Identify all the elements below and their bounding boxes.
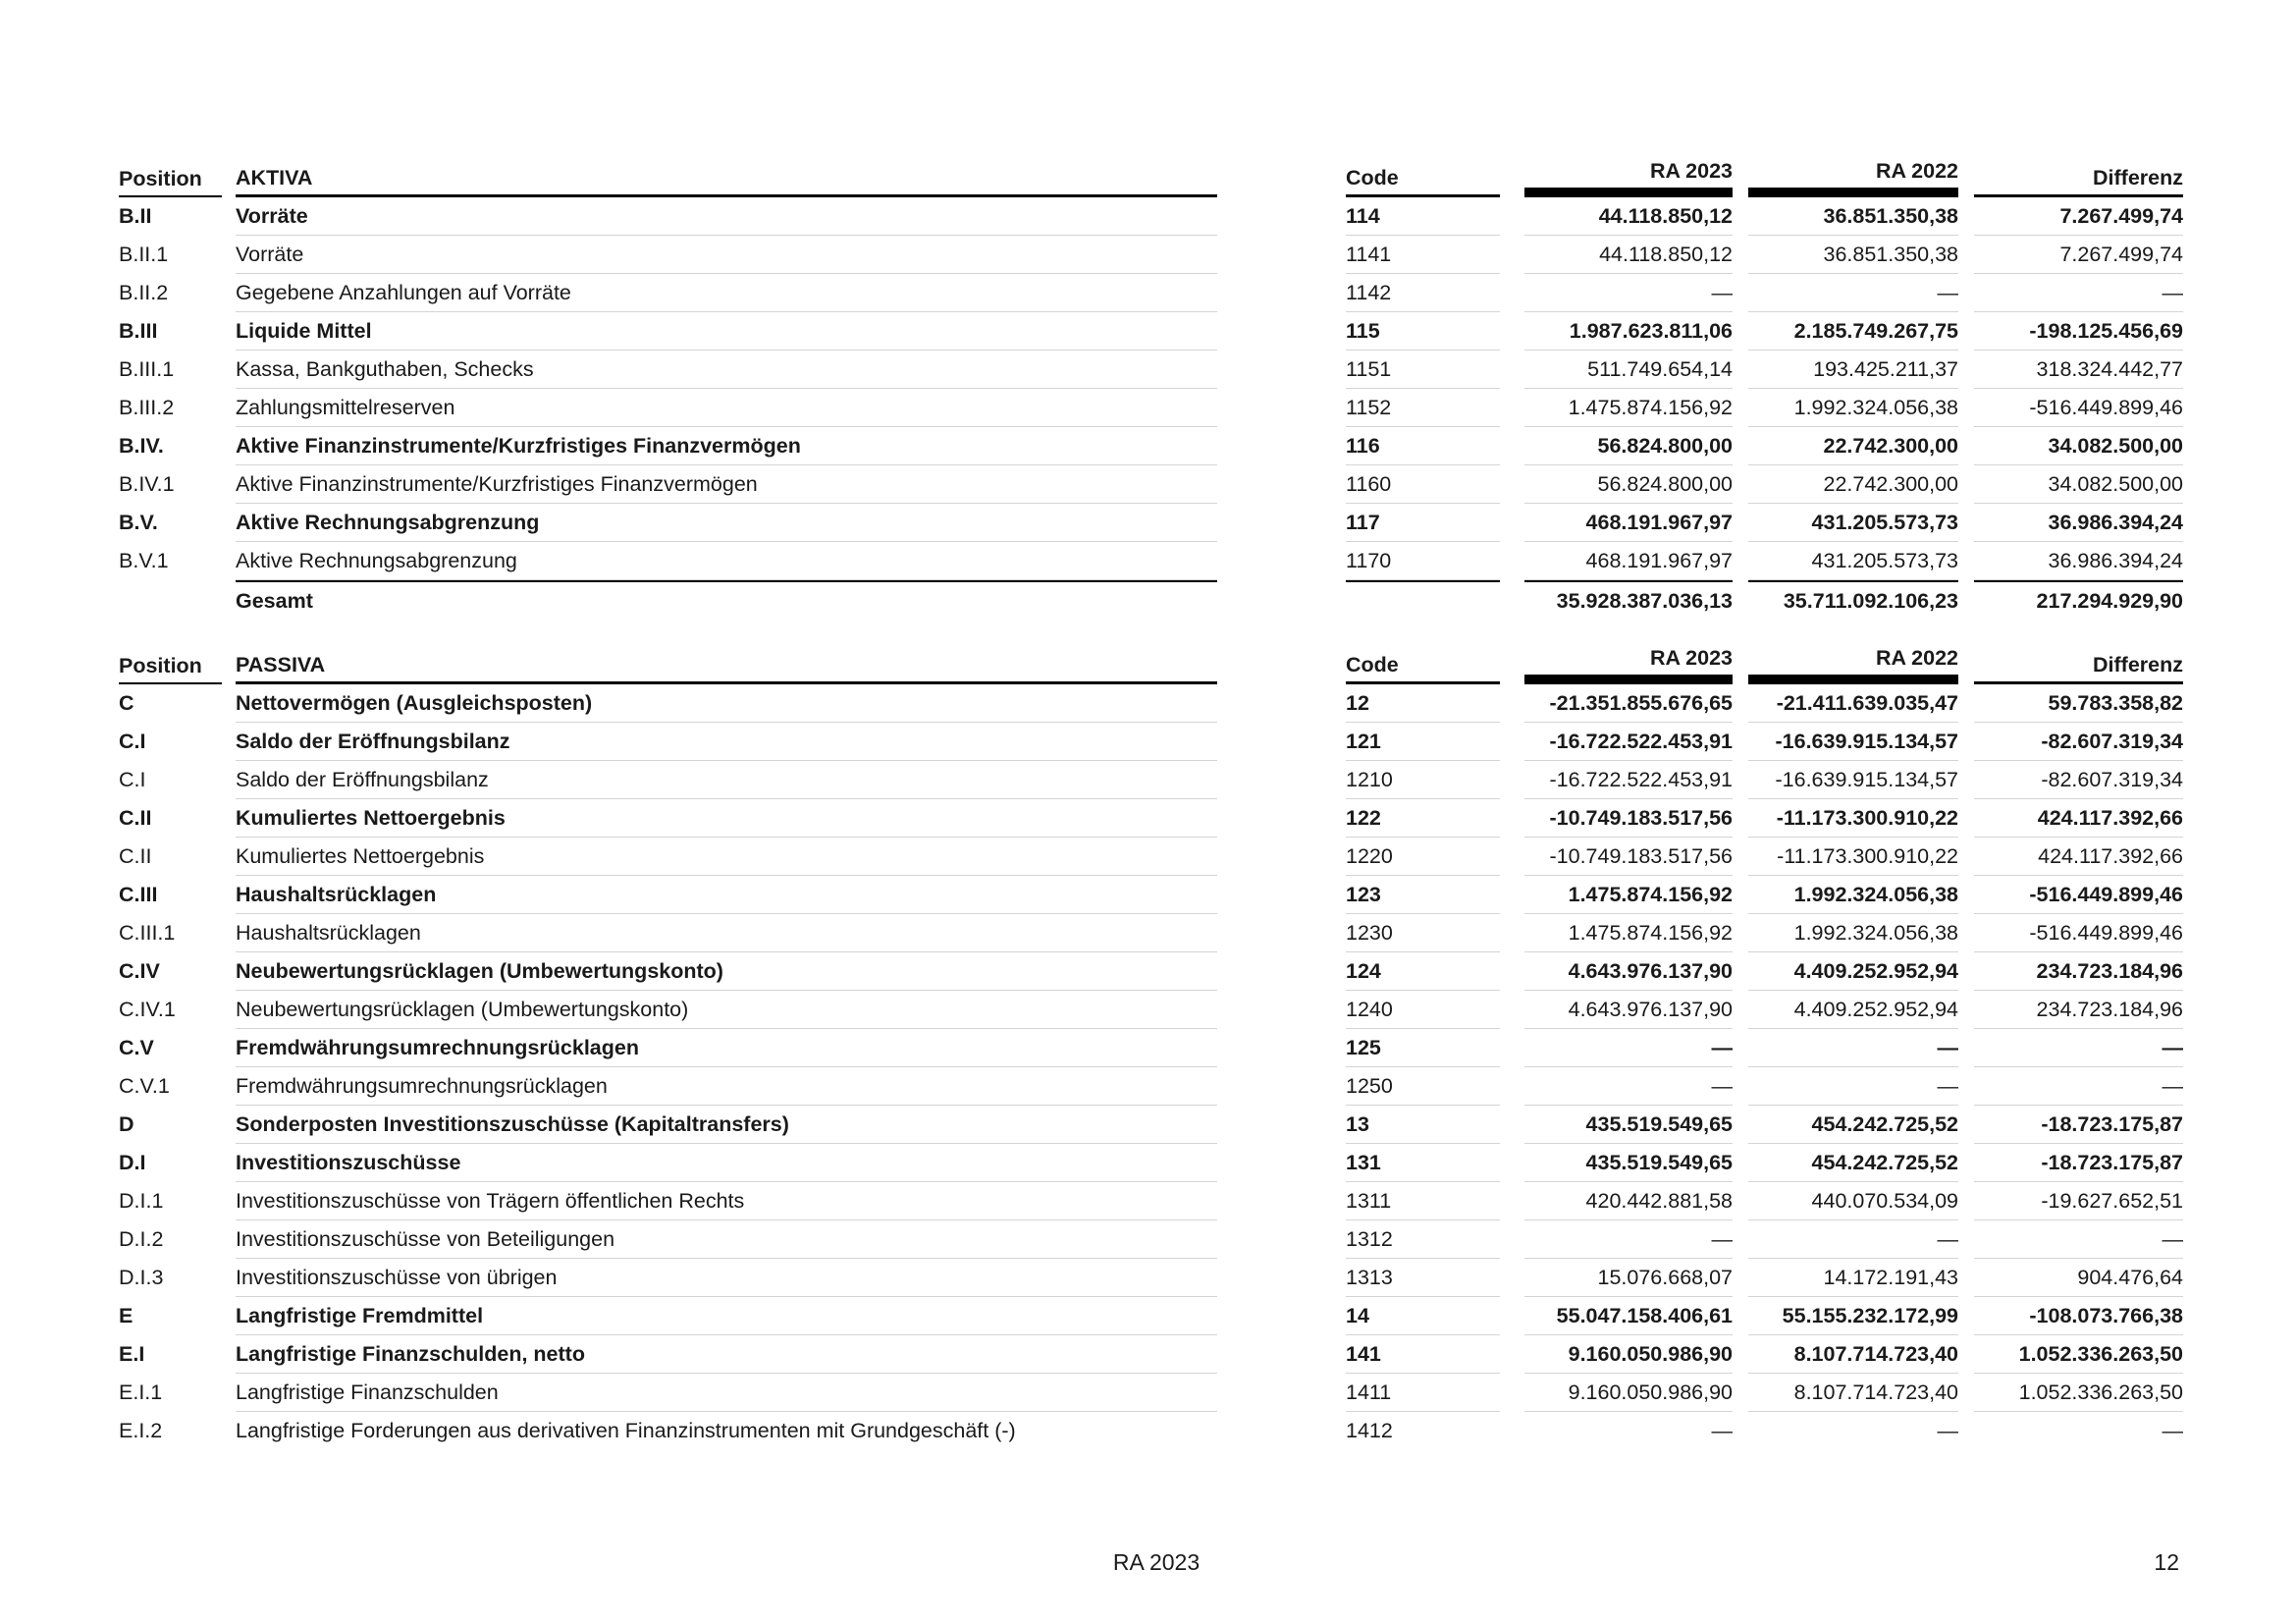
row-label: Liquide Mittel	[236, 312, 1217, 351]
row-differenz: —	[1974, 1067, 2183, 1106]
row-differenz: -82.607.319,34	[1974, 723, 2183, 761]
row-label: Nettovermögen (Ausgleichsposten)	[236, 684, 1217, 723]
row-position: C.IV	[119, 959, 160, 983]
row-code: 1250	[1346, 1067, 1500, 1106]
row-ra2022: —	[1748, 1220, 1958, 1259]
total-differenz: 217.294.929,90	[1974, 580, 2183, 620]
row-differenz: 34.082.500,00	[1974, 465, 2183, 504]
row-ra2023: -10.749.183.517,56	[1524, 838, 1733, 876]
total-ra2022: 35.711.092.106,23	[1748, 580, 1958, 620]
row-ra2023: 420.442.881,58	[1524, 1182, 1733, 1220]
row-ra2022: 36.851.350,38	[1748, 236, 1958, 274]
row-code: 1210	[1346, 761, 1500, 799]
row-differenz: -18.723.175,87	[1974, 1144, 2183, 1182]
row-code: 125	[1346, 1029, 1500, 1067]
row-code: 1411	[1346, 1374, 1500, 1412]
row-ra2022: 454.242.725,52	[1748, 1106, 1958, 1144]
row-code: 1141	[1346, 236, 1500, 274]
row-position: C.I	[119, 730, 146, 753]
row-label: Kassa, Bankguthaben, Schecks	[236, 351, 1217, 389]
header-position: Position	[119, 165, 222, 197]
row-label: Neubewertungsrücklagen (Umbewertungskonto)	[236, 952, 1217, 991]
row-label: Langfristige Finanzschulden, netto	[236, 1335, 1217, 1374]
row-position: B.III.2	[119, 396, 175, 419]
row-ra2023: —	[1524, 1220, 1733, 1259]
row-ra2022: 55.155.232.172,99	[1748, 1297, 1958, 1335]
row-differenz: -516.449.899,46	[1974, 389, 2183, 427]
row-label: Langfristige Forderungen aus derivativen Finanzinstrumenten mit Grundgeschäft (-)	[236, 1419, 1016, 1442]
row-position: C	[119, 691, 134, 715]
row-label: Haushaltsrücklagen	[236, 914, 1217, 952]
header-ra2023: RA 2023	[1524, 165, 1733, 197]
row-position: B.III.1	[119, 357, 175, 381]
row-differenz: -516.449.899,46	[1974, 876, 2183, 914]
row-differenz: 318.324.442,77	[1974, 351, 2183, 389]
row-ra2023: 435.519.549,65	[1524, 1144, 1733, 1182]
row-code: 1160	[1346, 465, 1500, 504]
row-label: Zahlungsmittelreserven	[236, 389, 1217, 427]
row-ra2023: -16.722.522.453,91	[1524, 761, 1733, 799]
row-differenz: 1.052.336.263,50	[1974, 1335, 2183, 1374]
row-label: Investitionszuschüsse von übrigen	[236, 1259, 1217, 1297]
row-code: 121	[1346, 723, 1500, 761]
row-differenz: -198.125.456,69	[1974, 312, 2183, 351]
row-ra2022: -16.639.915.134,57	[1748, 761, 1958, 799]
row-ra2022: 22.742.300,00	[1748, 465, 1958, 504]
row-position: C.V	[119, 1036, 154, 1059]
row-position: E.I.1	[119, 1380, 163, 1404]
row-position: E.I	[119, 1342, 145, 1366]
row-position: D.I	[119, 1151, 146, 1174]
row-code: 1152	[1346, 389, 1500, 427]
row-differenz: 7.267.499,74	[1974, 197, 2183, 236]
row-position: B.IV.1	[119, 472, 175, 496]
row-label: Langfristige Fremdmittel	[236, 1297, 1217, 1335]
row-label: Investitionszuschüsse von Trägern öffentlichen Rechts	[236, 1182, 1217, 1220]
row-differenz: —	[1974, 1029, 2183, 1067]
row-code: 1313	[1346, 1259, 1500, 1297]
row-label: Saldo der Eröffnungsbilanz	[236, 723, 1217, 761]
row-code: 123	[1346, 876, 1500, 914]
row-differenz: 234.723.184,96	[1974, 952, 2183, 991]
row-position: C.I	[119, 768, 146, 791]
row-label: Sonderposten Investitionszuschüsse (Kapitaltransfers)	[236, 1106, 1217, 1144]
header-aktiva: AKTIVA	[236, 165, 1217, 197]
row-label: Investitionszuschüsse von Beteiligungen	[236, 1220, 1217, 1259]
row-differenz: 424.117.392,66	[1974, 838, 2183, 876]
row-code: 131	[1346, 1144, 1500, 1182]
row-position: D.I.1	[119, 1189, 164, 1213]
row-differenz: -82.607.319,34	[1974, 761, 2183, 799]
row-label: Fremdwährungsumrechnungsrücklagen	[236, 1067, 1217, 1106]
row-position: B.V.1	[119, 549, 169, 572]
row-label: Fremdwährungsumrechnungsrücklagen	[236, 1029, 1217, 1067]
row-code: 12	[1346, 684, 1500, 723]
row-code: 122	[1346, 799, 1500, 838]
header-code: Code	[1346, 652, 1500, 684]
header-differenz: Differenz	[1974, 165, 2183, 197]
row-position: D.I.2	[119, 1227, 164, 1251]
row-ra2022: 1.992.324.056,38	[1748, 914, 1958, 952]
row-ra2022: -11.173.300.910,22	[1748, 838, 1958, 876]
row-code: 124	[1346, 952, 1500, 991]
row-ra2022: -16.639.915.134,57	[1748, 723, 1958, 761]
row-ra2022: 4.409.252.952,94	[1748, 952, 1958, 991]
row-ra2023: 9.160.050.986,90	[1524, 1335, 1733, 1374]
row-differenz: -516.449.899,46	[1974, 914, 2183, 952]
row-position: D.I.3	[119, 1266, 164, 1289]
row-label: Langfristige Finanzschulden	[236, 1374, 1217, 1412]
row-ra2022: —	[1937, 1419, 1958, 1442]
row-ra2023: 15.076.668,07	[1524, 1259, 1733, 1297]
row-differenz: 34.082.500,00	[1974, 427, 2183, 465]
row-ra2023: —	[1711, 1419, 1733, 1442]
row-differenz: 1.052.336.263,50	[1974, 1374, 2183, 1412]
total-position	[119, 580, 222, 620]
row-code: 1142	[1346, 274, 1500, 312]
row-ra2022: 2.185.749.267,75	[1748, 312, 1958, 351]
row-code: 1170	[1346, 542, 1500, 580]
row-code: 1412	[1346, 1419, 1393, 1442]
row-ra2022: —	[1748, 274, 1958, 312]
row-ra2023: 56.824.800,00	[1524, 465, 1733, 504]
row-differenz: 234.723.184,96	[1974, 991, 2183, 1029]
row-position: D	[119, 1112, 134, 1136]
row-position: B.IV.	[119, 434, 164, 458]
row-position: B.II.1	[119, 243, 169, 266]
page-number: 12	[2154, 1549, 2179, 1575]
row-label: Aktive Finanzinstrumente/Kurzfristiges Finanzvermögen	[236, 427, 1217, 465]
row-label: Aktive Rechnungsabgrenzung	[236, 504, 1217, 542]
row-code: 114	[1346, 197, 1500, 236]
row-code: 1312	[1346, 1220, 1500, 1259]
row-ra2023: 435.519.549,65	[1524, 1106, 1733, 1144]
row-code: 13	[1346, 1106, 1500, 1144]
row-label: Vorräte	[236, 197, 1217, 236]
row-differenz: 36.986.394,24	[1974, 504, 2183, 542]
row-ra2023: 1.475.874.156,92	[1524, 914, 1733, 952]
header-passiva: PASSIVA	[236, 652, 1217, 684]
row-differenz: 424.117.392,66	[1974, 799, 2183, 838]
row-differenz: —	[1974, 1220, 2183, 1259]
row-ra2023: 511.749.654,14	[1524, 351, 1733, 389]
total-label: Gesamt	[236, 580, 1217, 620]
total-ra2023: 35.928.387.036,13	[1524, 580, 1733, 620]
row-differenz: —	[2162, 1419, 2183, 1442]
row-ra2022: 36.851.350,38	[1748, 197, 1958, 236]
header-ra2023: RA 2023	[1524, 652, 1733, 684]
row-code: 1220	[1346, 838, 1500, 876]
row-code: 1240	[1346, 991, 1500, 1029]
row-differenz: 7.267.499,74	[1974, 236, 2183, 274]
row-differenz: —	[1974, 274, 2183, 312]
row-label: Neubewertungsrücklagen (Umbewertungskonto)	[236, 991, 1217, 1029]
row-differenz: -18.723.175,87	[1974, 1106, 2183, 1144]
row-ra2023: —	[1524, 1029, 1733, 1067]
row-differenz: 36.986.394,24	[1974, 542, 2183, 580]
row-position: C.IV.1	[119, 998, 176, 1021]
row-ra2022: 1.992.324.056,38	[1748, 389, 1958, 427]
row-ra2023: —	[1524, 1067, 1733, 1106]
row-position: B.II	[119, 204, 152, 228]
row-ra2022: 1.992.324.056,38	[1748, 876, 1958, 914]
row-ra2022: 431.205.573,73	[1748, 504, 1958, 542]
row-label: Vorräte	[236, 236, 1217, 274]
row-ra2023: —	[1524, 274, 1733, 312]
row-ra2023: 1.475.874.156,92	[1524, 389, 1733, 427]
row-code: 141	[1346, 1335, 1500, 1374]
row-ra2023: 44.118.850,12	[1524, 236, 1733, 274]
row-label: Kumuliertes Nettoergebnis	[236, 838, 1217, 876]
row-ra2022: —	[1748, 1029, 1958, 1067]
row-position: E	[119, 1304, 133, 1327]
row-ra2023: 4.643.976.137,90	[1524, 952, 1733, 991]
row-differenz: 904.476,64	[1974, 1259, 2183, 1297]
row-position: C.II	[119, 844, 152, 868]
row-label: Aktive Finanzinstrumente/Kurzfristiges Finanzvermögen	[236, 465, 1217, 504]
row-ra2022: 431.205.573,73	[1748, 542, 1958, 580]
row-ra2023: 4.643.976.137,90	[1524, 991, 1733, 1029]
total-code	[1346, 580, 1500, 620]
row-ra2022: 454.242.725,52	[1748, 1144, 1958, 1182]
row-ra2022: 440.070.534,09	[1748, 1182, 1958, 1220]
row-label: Gegebene Anzahlungen auf Vorräte	[236, 274, 1217, 312]
row-ra2022: 193.425.211,37	[1748, 351, 1958, 389]
header-position: Position	[119, 652, 222, 684]
header-ra2022: RA 2022	[1748, 165, 1958, 197]
row-ra2023: 44.118.850,12	[1524, 197, 1733, 236]
row-ra2023: -10.749.183.517,56	[1524, 799, 1733, 838]
row-ra2022: 4.409.252.952,94	[1748, 991, 1958, 1029]
row-code: 117	[1346, 504, 1500, 542]
row-ra2023: 1.987.623.811,06	[1524, 312, 1733, 351]
row-ra2023: -21.351.855.676,65	[1524, 684, 1733, 723]
row-position: B.III	[119, 319, 158, 343]
row-ra2023: 1.475.874.156,92	[1524, 876, 1733, 914]
row-position: E.I.2	[119, 1419, 163, 1442]
row-label: Haushaltsrücklagen	[236, 876, 1217, 914]
row-ra2023: 468.191.967,97	[1524, 542, 1733, 580]
row-differenz: 59.783.358,82	[1974, 684, 2183, 723]
row-code: 116	[1346, 427, 1500, 465]
row-code: 1151	[1346, 351, 1500, 389]
row-label: Kumuliertes Nettoergebnis	[236, 799, 1217, 838]
row-position: B.II.2	[119, 281, 169, 304]
row-ra2023: -16.722.522.453,91	[1524, 723, 1733, 761]
row-ra2022: -11.173.300.910,22	[1748, 799, 1958, 838]
row-ra2023: 56.824.800,00	[1524, 427, 1733, 465]
row-ra2022: -21.411.639.035,47	[1748, 684, 1958, 723]
row-code: 115	[1346, 312, 1500, 351]
row-position: C.III	[119, 883, 158, 906]
row-position: C.II	[119, 806, 152, 830]
header-differenz: Differenz	[1974, 652, 2183, 684]
row-ra2023: 55.047.158.406,61	[1524, 1297, 1733, 1335]
row-code: 14	[1346, 1297, 1500, 1335]
row-ra2022: 8.107.714.723,40	[1748, 1335, 1958, 1374]
row-label: Saldo der Eröffnungsbilanz	[236, 761, 1217, 799]
row-ra2022: 14.172.191,43	[1748, 1259, 1958, 1297]
row-label: Investitionszuschüsse	[236, 1144, 1217, 1182]
row-position: B.V.	[119, 511, 158, 534]
row-ra2022: —	[1748, 1067, 1958, 1106]
row-ra2022: 8.107.714.723,40	[1748, 1374, 1958, 1412]
row-code: 1311	[1346, 1182, 1500, 1220]
row-code: 1230	[1346, 914, 1500, 952]
row-label: Aktive Rechnungsabgrenzung	[236, 542, 1217, 580]
row-differenz: -19.627.652,51	[1974, 1182, 2183, 1220]
row-position: C.V.1	[119, 1074, 170, 1098]
row-position: C.III.1	[119, 921, 176, 945]
header-ra2022: RA 2022	[1748, 652, 1958, 684]
row-ra2022: 22.742.300,00	[1748, 427, 1958, 465]
header-code: Code	[1346, 165, 1500, 197]
row-differenz: -108.073.766,38	[1974, 1297, 2183, 1335]
row-ra2023: 468.191.967,97	[1524, 504, 1733, 542]
footer-title: RA 2023	[1112, 1549, 1201, 1575]
row-ra2023: 9.160.050.986,90	[1524, 1374, 1733, 1412]
